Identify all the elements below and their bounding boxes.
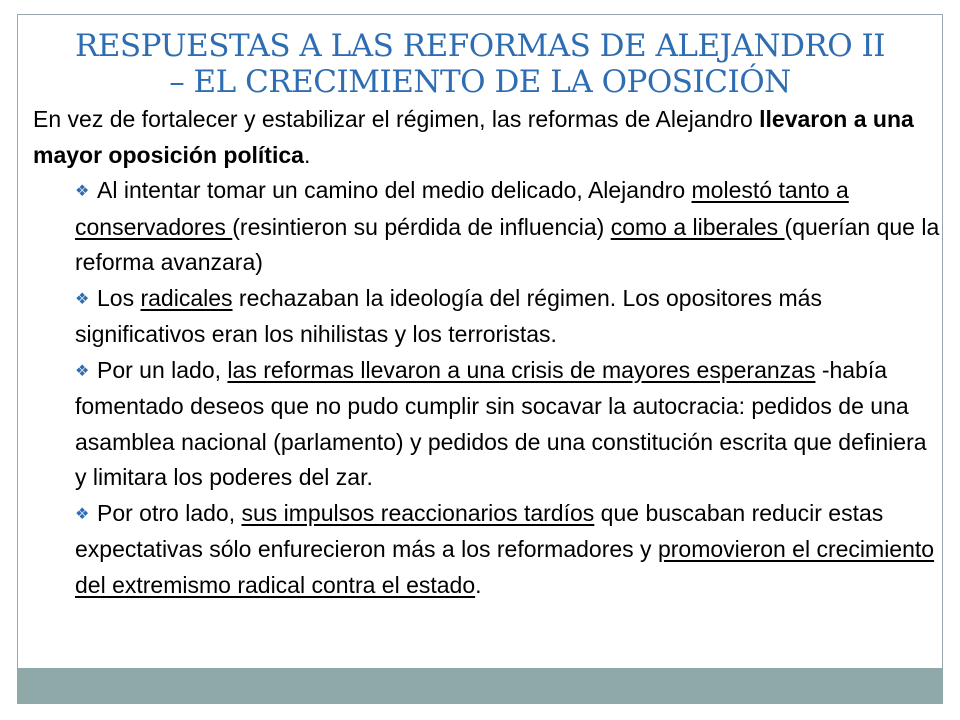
bullet-item-3 [75, 353, 940, 496]
slide-title [30, 28, 930, 100]
bullet-list [75, 173, 940, 603]
bullet-1-text-b: (resintieron su pérdida de influencia) [232, 213, 611, 240]
bullet-4-text-a: Por otro lado, [97, 499, 242, 526]
bullet-4-text-b: que buscaban reducir estas expectativas sólo enfurecieron más a los reformadores y [75, 499, 884, 562]
bullet-4-underline-2: promovieron el crecimiento del extremismo radical contra el estado [75, 536, 935, 598]
diamond-bullet-icon: ❖ [75, 183, 90, 200]
bullet-1-text-c: (querían que la reforma avanzara) [75, 213, 940, 275]
bullet-1-underline-1: molestó tanto a conservadores [75, 177, 849, 240]
title-line-1: RESPUESTAS A LAS REFORMAS DE ALEJANDRO II [74, 28, 886, 64]
intro-text: En vez de fortalecer y estabilizar el régimen, las reformas de Alejandro [33, 106, 760, 132]
bullet-item-4 [75, 496, 940, 604]
footer-bar [17, 668, 943, 704]
intro-paragraph [33, 101, 933, 173]
bullet-1-text-a: Al intentar tomar un camino del medio delicado, Alejandro [97, 177, 692, 203]
intro-emphasis: llevaron a una mayor oposición política [33, 106, 914, 168]
bullet-item-1 [75, 173, 940, 281]
bullet-3-underline-1: las reformas llevaron a una crisis de mayores esperanzas [227, 356, 816, 383]
title-line-2: – EL CRECIMIENTO DE LA OPOSICIÓN [169, 64, 791, 100]
bullet-4-text-c: . [475, 571, 482, 598]
bullet-item-2 [75, 281, 940, 353]
diamond-bullet-icon: ❖ [75, 290, 90, 308]
bullet-4-underline-1: sus impulsos reaccionarios tardíos [241, 499, 595, 526]
diamond-bullet-icon: ❖ [75, 362, 90, 380]
bullet-3-text-a: Por un lado, [97, 356, 228, 383]
bullet-1-underline-2: como a liberales [610, 213, 785, 240]
intro-end: . [303, 142, 311, 168]
bullet-2-text-a: Los [97, 284, 141, 311]
bullet-2-text-b: rechazaban la ideología del régimen. Los opositores más significativos eran los nihilistas y los terroristas. [75, 284, 822, 347]
diamond-bullet-icon: ❖ [75, 505, 90, 523]
bullet-3-text-b: -había fomentado deseos que no pudo cumplir sin socavar la autocracia: pedidos de una asamblea nacional (parlamento) y pedidos de una constitución escrita que definiera y limitara los poderes del zar. [75, 356, 927, 490]
bullet-2-underline-1: radicales [140, 284, 233, 311]
